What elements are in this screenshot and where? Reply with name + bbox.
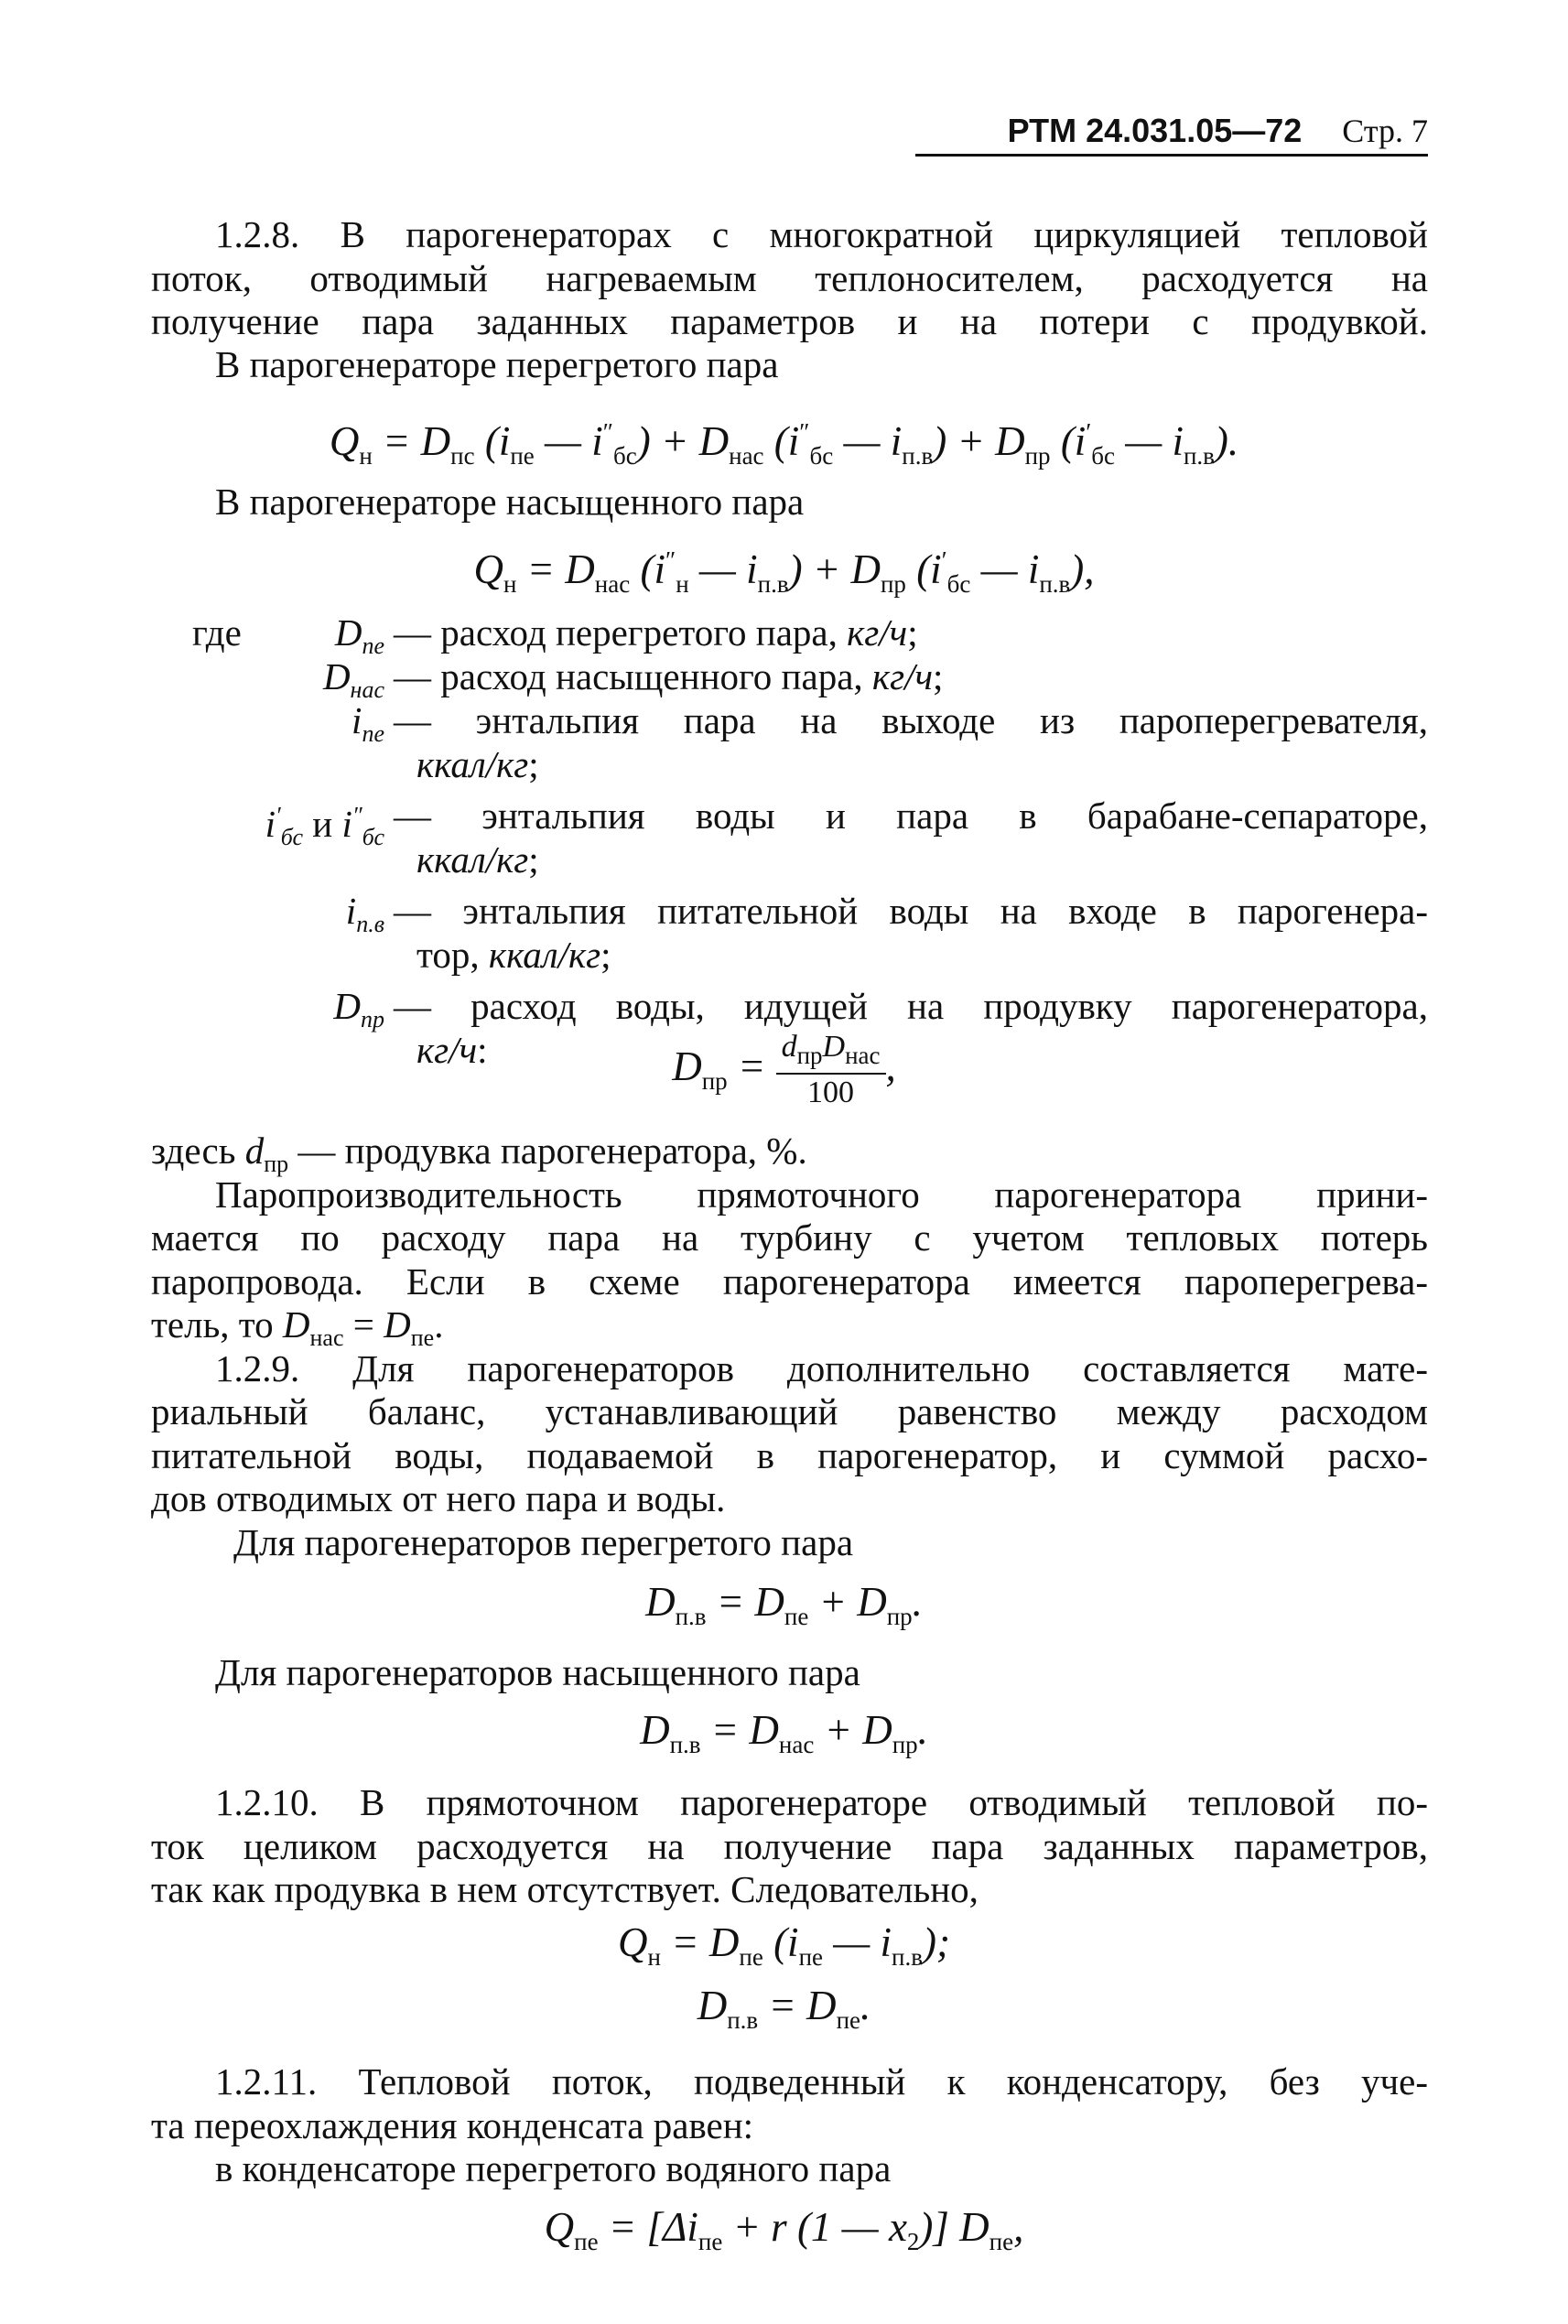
paragraph-line: В парогенераторе перегретого пара <box>215 343 779 385</box>
formula-heat-superheated: $Q_н = D_{пс}$ ($i_{пе}$ — $i''_{бс}) + D_{нас}$ ($i''_{бс}$ — $i_{п.в}) + D_{пр}$ ($i'_{бс}$ — $i_{п.в}$). <box>329 418 1239 470</box>
formula-balance-superheated: $D_{п.в} = D_{пе} + D_{пр}$. <box>645 1579 923 1630</box>
definition-text: — расход воды, идущей на продувку парогенератора, <box>394 985 1428 1027</box>
fraction-numerator: $d_{пр}D_{нас}$ <box>776 1030 886 1075</box>
definition-symbol: $i_{п.в}$ <box>345 890 384 938</box>
definition-text: ккал/кг; <box>416 838 539 881</box>
paragraph-line: 1.2.11. Тепловой поток, подведенный к конденсатору, без уче- <box>215 2060 1428 2102</box>
paragraph-line: ток целиком расходуется на получение пара заданных параметров, <box>151 1825 1428 1867</box>
paragraph-line: Паропроизводительность прямоточного парогенератора прини- <box>215 1173 1428 1216</box>
paragraph-line: дов отводимых от него пара и воды. <box>151 1477 726 1519</box>
page-header <box>915 112 1428 157</box>
fraction <box>776 1030 886 1111</box>
definition-text: — энтальпия питательной воды на входе в парогенера- <box>394 890 1428 932</box>
definition-symbol: $i'_{бс}$ и $i''_{бс}$ <box>265 802 384 850</box>
document-code: РТМ 24.031.05—72 <box>1007 112 1303 149</box>
formula-condenser: $Q_{пе} = [\Delta i_{пе} + r$ (1 — $x_2$)] $D_{пе}$, <box>544 2204 1024 2255</box>
fraction-denominator: 100 <box>807 1076 855 1110</box>
definition-text: — энтальпия воды и пара в барабане-сепараторе, <box>394 794 1428 837</box>
paragraph-line: здесь $d_{пр}$ — продувка парогенератора, %. <box>151 1130 807 1178</box>
definition-symbol: $D_{пр}$ <box>333 985 384 1033</box>
paragraph-line: Для парогенераторов перегретого пара <box>233 1521 854 1563</box>
paragraph-line: тель, то $D_{нас} = D_{пе}$. <box>151 1303 444 1352</box>
definition-symbol: $D_{пе}$ <box>334 611 384 660</box>
formula-lhs: $D_{пр}$ = <box>672 1043 766 1095</box>
definition-symbol: $i_{пе}$ <box>351 699 384 748</box>
paragraph-line: Для парогенераторов насыщенного пара <box>215 1651 860 1693</box>
paragraph-line: так как продувка в нем отсутствует. Следовательно, <box>151 1868 979 1910</box>
formula-heat-saturated: $Q_н = D_{нас}$ ($i''_н$ — $i_{п.в}) + D_{пр}$ ($i'_{бс}$ — $i_{п.в}$), <box>473 546 1095 598</box>
paragraph-line: паропровода. Если в схеме парогенератора имеется пароперегрева- <box>151 1260 1428 1303</box>
paragraph-line: 1.2.9. Для парогенераторов дополнительно составляется мате- <box>215 1347 1428 1389</box>
definition-text: кг/ч: <box>416 1029 488 1071</box>
paragraph-line: В парогенераторе насыщенного пара <box>215 481 805 523</box>
paragraph-line: 1.2.10. В прямоточном парогенераторе отводимый тепловой по- <box>215 1781 1428 1823</box>
definition-text: — энтальпия пара на выходе из пароперегревателя, <box>394 699 1428 741</box>
paragraph-line: получение пара заданных параметров и на потери с продувкой. <box>151 300 1428 342</box>
definition-symbol: $D_{нас}$ <box>322 655 384 704</box>
paragraph-line: 1.2.8. В парогенераторах с многократной циркуляцией тепловой <box>215 213 1428 255</box>
paragraph-line: поток, отводимый нагреваемым теплоносителем, расходуется на <box>151 257 1428 299</box>
formula-balance-saturated: $D_{п.в} = D_{нас} + D_{пр}$. <box>640 1707 928 1758</box>
formula-flow-direct: $D_{п.в} = D_{пе}$. <box>697 1983 871 2034</box>
definition-text: — расход насыщенного пара, кг/ч; <box>394 655 944 697</box>
definition-text: — расход перегретого пара, кг/ч; <box>394 611 918 654</box>
definition-text: тор, ккал/кг; <box>416 934 611 976</box>
where-word: где <box>192 611 242 654</box>
paragraph-line: питательной воды, подаваемой в парогенератор, и суммой расхо- <box>151 1434 1428 1476</box>
paragraph-line: мается по расходу пара на турбину с учетом тепловых потерь <box>151 1216 1428 1259</box>
definition-text: ккал/кг; <box>416 743 539 785</box>
page-number: Стр. 7 <box>1342 113 1428 149</box>
formula-blowdown <box>0 1030 1568 1118</box>
paragraph-line: риальный баланс, устанавливающий равенство между расходом <box>151 1390 1428 1432</box>
formula-heat-direct: $Q_н = D_{пе}$ ($i_{пе}$ — $i_{п.в}$); <box>618 1919 950 1971</box>
paragraph-line: в конденсаторе перегретого водяного пара <box>215 2147 892 2189</box>
paragraph-line: та переохлаждения конденсата равен: <box>151 2104 754 2146</box>
formula-tail: , <box>885 1043 896 1089</box>
